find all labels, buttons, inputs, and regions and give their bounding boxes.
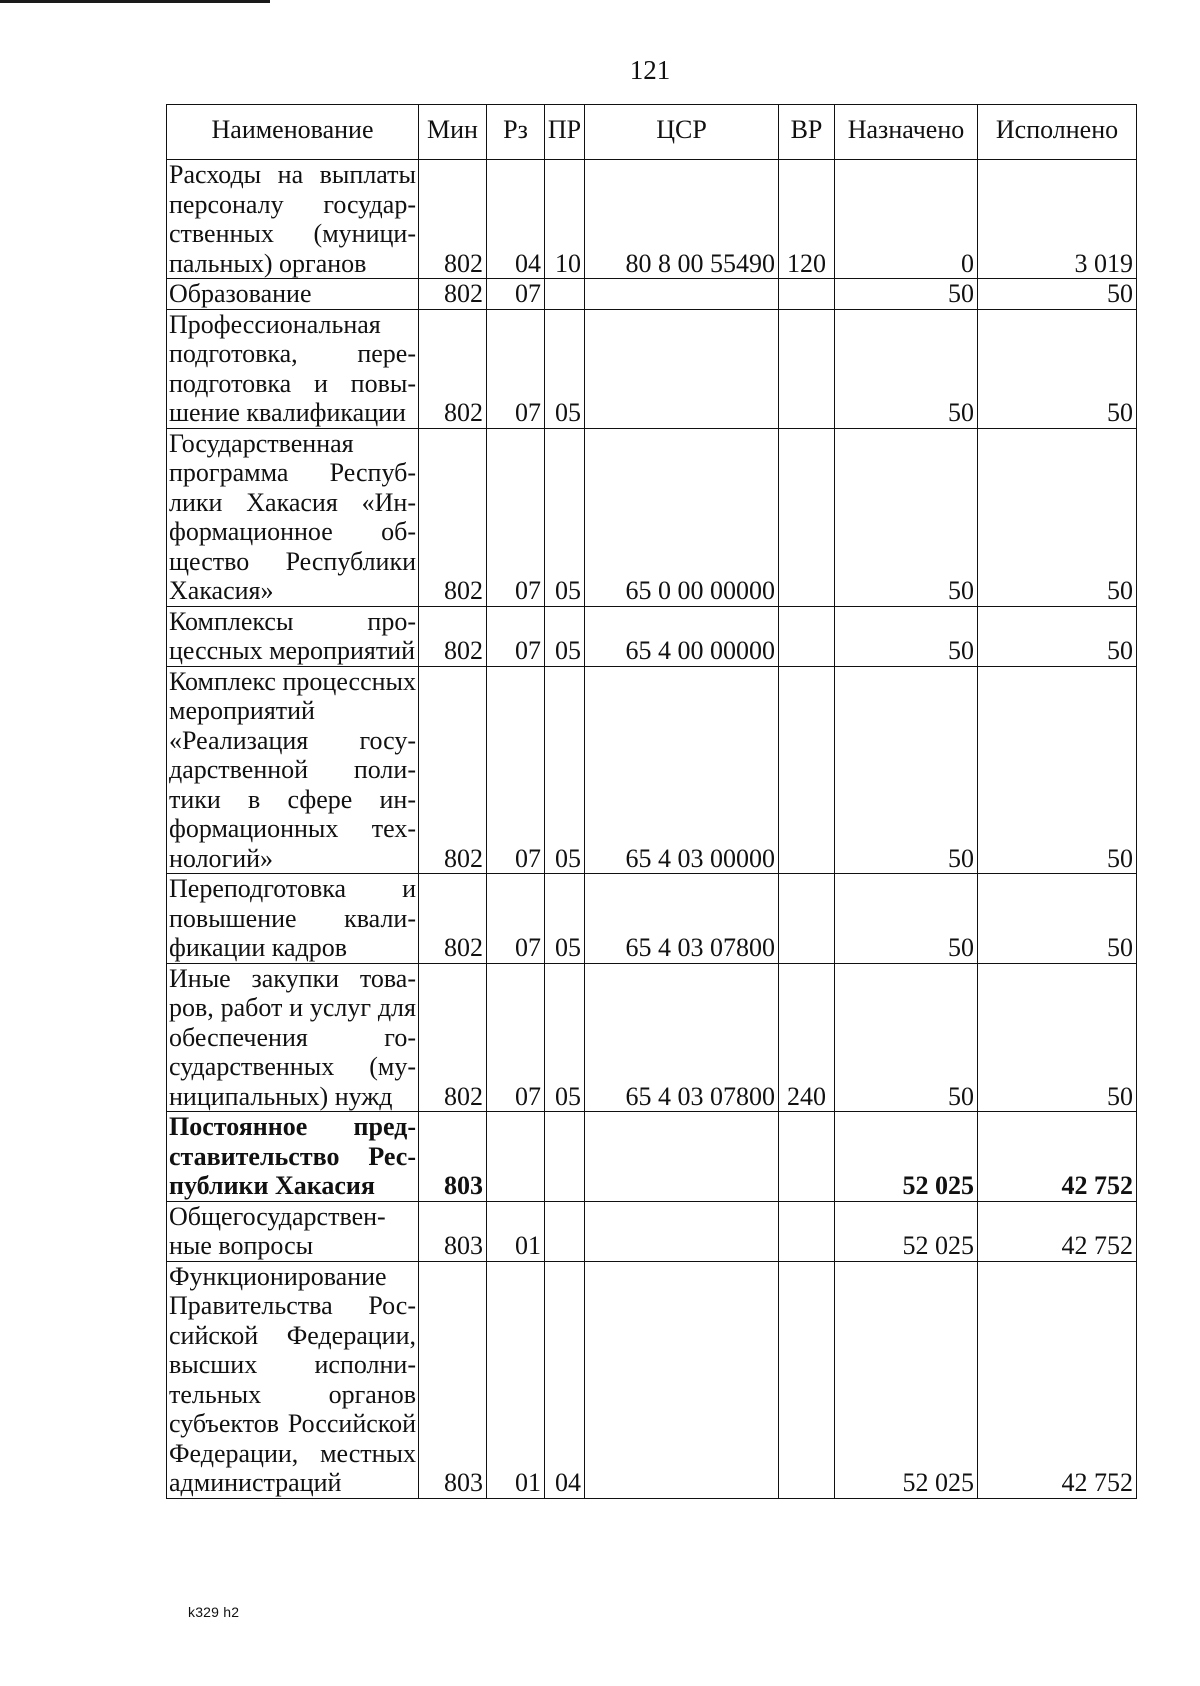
cell-vr [779,1261,835,1498]
cell-min: 802 [419,874,487,964]
page-number: 121 [629,55,671,85]
header-min: Мин [419,105,487,160]
cell-min: 802 [419,160,487,279]
cell-min: 803 [419,1201,487,1261]
cell-rz: 07 [487,963,545,1112]
cell-min: 802 [419,666,487,874]
cell-assigned: 50 [835,428,978,606]
table-row [167,428,1137,606]
cell-name: Иные закупки товаров, работ и услуг для обеспечения государственных (муниципальных) нужд [167,963,419,1112]
cell-pr: 10 [545,160,585,279]
header-pr: ПР [545,105,585,160]
table-row [167,1112,1137,1202]
scan-edge-line [0,0,270,3]
cell-vr [779,874,835,964]
table-row [167,1261,1137,1498]
table-row [167,666,1137,874]
cell-min: 803 [419,1112,487,1202]
cell-name: Государственная программа Республики Хакасия «Информационное общество Республики Хакасия» [167,428,419,606]
cell-assigned: 50 [835,309,978,428]
cell-min: 802 [419,963,487,1112]
cell-name: Функционирование Правительства Российской Федерации, высших исполнительных органов субъектов Российской Федерации, местных администраций [167,1261,419,1498]
cell-pr [545,1201,585,1261]
cell-vr [779,309,835,428]
cell-name: Переподготовка и повышение квалификации кадров [167,874,419,964]
cell-vr [779,666,835,874]
cell-rz: 07 [487,606,545,666]
table-row [167,606,1137,666]
cell-min: 802 [419,309,487,428]
cell-rz: 01 [487,1201,545,1261]
table-row [167,874,1137,964]
cell-vr [779,606,835,666]
cell-min: 802 [419,279,487,310]
cell-assigned: 52 025 [835,1112,978,1202]
table-row [167,279,1137,310]
cell-csr [585,1201,779,1261]
cell-executed: 50 [978,666,1137,874]
header-csr: ЦСР [585,105,779,160]
cell-executed: 50 [978,963,1137,1112]
cell-csr [585,1112,779,1202]
cell-csr: 65 4 03 07800 [585,963,779,1112]
header-assigned: Назначено [835,105,978,160]
cell-name: Расходы на выплаты персоналу государственных (муниципальных) органов [167,160,419,279]
table-body [167,160,1137,1499]
cell-vr: 120 [779,160,835,279]
table-row [167,160,1137,279]
cell-assigned: 52 025 [835,1261,978,1498]
cell-name: Общегосударственные вопросы [167,1201,419,1261]
cell-csr: 65 4 03 07800 [585,874,779,964]
cell-pr: 04 [545,1261,585,1498]
cell-min: 802 [419,606,487,666]
cell-pr: 05 [545,606,585,666]
cell-vr [779,1112,835,1202]
cell-assigned: 50 [835,666,978,874]
cell-name: Комплекс процессных мероприятий «Реализация государственной политики в сфере информационных технологий» [167,666,419,874]
cell-rz: 07 [487,874,545,964]
cell-csr: 65 0 00 00000 [585,428,779,606]
cell-name: Комплексы процессных мероприятий [167,606,419,666]
cell-min: 802 [419,428,487,606]
cell-rz: 07 [487,666,545,874]
cell-name: Образование [167,279,419,310]
cell-assigned: 50 [835,606,978,666]
cell-csr [585,279,779,310]
cell-name: Постоянное представительство Республики Хакасия [167,1112,419,1202]
header-name: Наименование [167,105,419,160]
cell-executed: 42 752 [978,1112,1137,1202]
cell-executed: 42 752 [978,1201,1137,1261]
header-rz: Рз [487,105,545,160]
cell-vr [779,279,835,310]
budget-table [166,104,1137,1499]
cell-rz: 07 [487,279,545,310]
cell-rz: 07 [487,428,545,606]
cell-executed: 42 752 [978,1261,1137,1498]
header-vr: ВР [779,105,835,160]
header-row [167,105,1137,160]
table-row [167,963,1137,1112]
table-row [167,1201,1137,1261]
cell-executed: 50 [978,309,1137,428]
cell-executed: 50 [978,606,1137,666]
cell-csr [585,1261,779,1498]
cell-assigned: 52 025 [835,1201,978,1261]
cell-csr [585,309,779,428]
cell-rz [487,1112,545,1202]
cell-min: 803 [419,1261,487,1498]
cell-pr: 05 [545,309,585,428]
cell-vr [779,428,835,606]
cell-pr: 05 [545,874,585,964]
cell-assigned: 50 [835,874,978,964]
cell-pr [545,1112,585,1202]
cell-assigned: 50 [835,279,978,310]
cell-pr: 05 [545,666,585,874]
cell-csr: 80 8 00 55490 [585,160,779,279]
cell-vr [779,1201,835,1261]
cell-csr: 65 4 03 00000 [585,666,779,874]
cell-executed: 50 [978,874,1137,964]
cell-pr [545,279,585,310]
cell-rz: 07 [487,309,545,428]
cell-vr: 240 [779,963,835,1112]
cell-rz: 01 [487,1261,545,1498]
cell-name: Профессиональная подготовка, переподготовка и повышение квалификации [167,309,419,428]
cell-pr: 05 [545,963,585,1112]
cell-csr: 65 4 00 00000 [585,606,779,666]
cell-executed: 50 [978,428,1137,606]
cell-executed: 50 [978,279,1137,310]
table-header [167,105,1137,160]
cell-assigned: 0 [835,160,978,279]
cell-executed: 3 019 [978,160,1137,279]
header-executed: Исполнено [978,105,1137,160]
cell-pr: 05 [545,428,585,606]
document-code: k329 h2 [188,1604,240,1620]
table-row [167,309,1137,428]
cell-rz: 04 [487,160,545,279]
cell-assigned: 50 [835,963,978,1112]
